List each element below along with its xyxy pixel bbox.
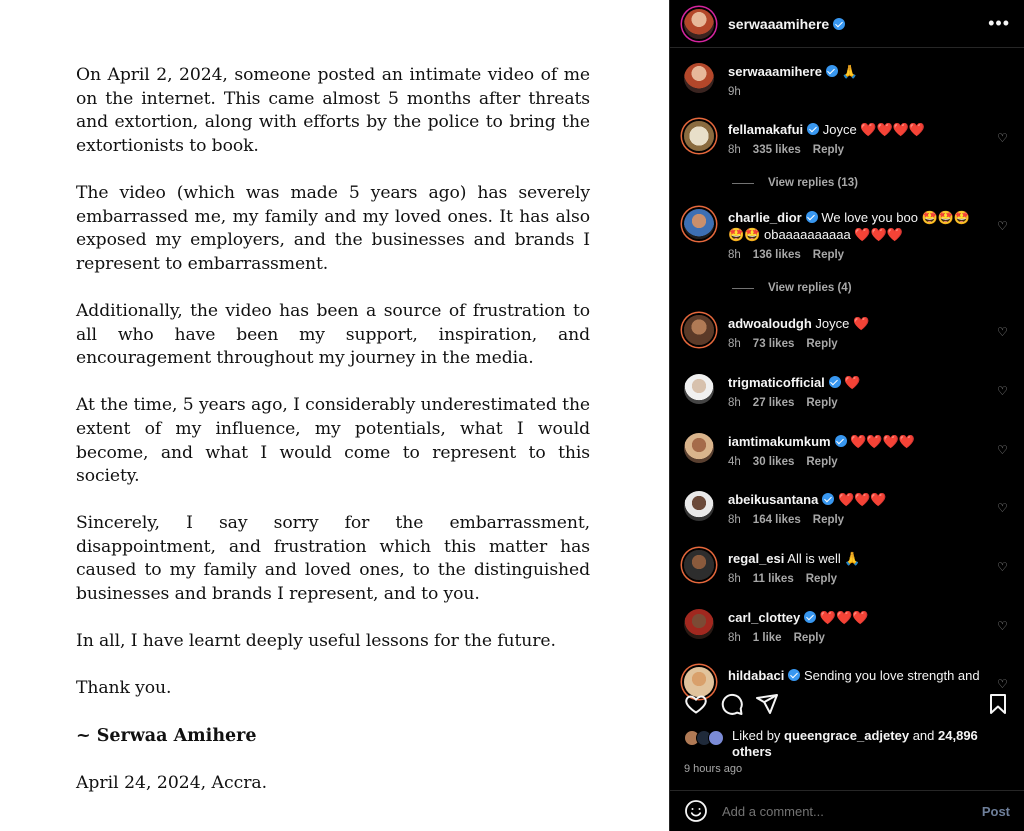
comment-like-heart-icon[interactable]: ♡ [997,677,1008,691]
liked-by-label: Liked by [732,728,781,743]
comment-item [684,374,1010,409]
author-avatar[interactable] [684,9,714,39]
commenter-username[interactable]: iamtimakumkum [728,434,831,449]
comment-likes[interactable]: 30 likes [752,456,795,468]
letter-signature: ~ Serwaa Amihere [76,725,257,746]
reply-button[interactable]: Reply [793,632,825,644]
comment-text: Sending you love strength and [803,668,980,683]
verified-badge-icon [826,65,838,77]
letter-paragraph: Thank you. [76,678,172,699]
comment-item [684,550,1010,585]
reply-button[interactable]: Reply [805,573,838,585]
letter-paragraph: Additionally, the video has been a source of frustration to all who have been my support, inspiration, and encouragement throughout my journey in the media. [76,300,590,369]
comment-like-heart-icon[interactable]: ♡ [997,619,1008,633]
share-send-icon[interactable] [755,692,779,716]
letter-date: April 24, 2024, Accra. [76,772,268,793]
comment-like-heart-icon[interactable]: ♡ [997,443,1008,457]
comment-time: 8h [728,397,741,409]
letter-paragraph: At the time, 5 years ago, I considerably underestimated the extent of my influence, my potentials, what I would become, and what I would come to represent to this society. [76,395,590,487]
verified-badge-icon [804,611,816,623]
comment-likes[interactable]: 73 likes [752,338,795,350]
commenter-avatar[interactable] [684,609,714,639]
verified-badge-icon [829,376,841,388]
comment-likes[interactable]: 1 like [752,632,782,644]
view-replies-button[interactable] [732,282,852,294]
comment-item [684,121,1010,156]
verified-badge-icon [807,123,819,135]
comment-bubble-icon[interactable] [720,692,744,716]
comment-time: 8h [728,144,741,156]
divider [732,288,754,289]
likes-others: others [732,744,772,759]
comment-item [684,609,1010,644]
caption-username[interactable]: serwaaamihere [728,64,822,79]
commenter-avatar[interactable] [684,121,714,151]
likes-joiner: and [912,728,935,743]
letter-paragraph: The video (which was made 5 years ago) has severely embarrassed me, my family and my loved ones. It has also exposed my employers, and the businesses and brands I represent to embarrassment. [76,182,590,274]
post-actions [684,690,1010,718]
emoji-smiley-icon[interactable] [684,799,708,823]
post-caption [684,63,1010,98]
commenter-username[interactable]: adwoaloudgh [728,316,812,331]
post-timestamp[interactable]: 9 hours ago [684,763,743,775]
comment-text: ❤️❤️❤️ [837,492,887,507]
comment-item [684,315,1010,350]
post-side-panel [669,0,1024,831]
comments-list[interactable] [670,49,1024,691]
reply-button[interactable]: Reply [812,144,845,156]
reply-button[interactable]: Reply [806,338,838,350]
comment-time: 8h [728,249,741,261]
verified-badge-icon [833,18,845,30]
commenter-username[interactable]: hildabaci [728,668,785,683]
verified-badge-icon [788,669,800,681]
comment-likes[interactable]: 11 likes [752,573,794,585]
comment-text: ❤️❤️❤️ [819,610,869,625]
more-horizontal-icon[interactable]: ••• [988,13,1010,33]
reply-button[interactable]: Reply [812,514,845,526]
comment-like-heart-icon[interactable]: ♡ [997,131,1008,145]
liker-avatar [708,730,724,746]
view-replies-button[interactable] [732,177,858,189]
liker-avatars[interactable] [684,728,728,748]
comment-text: ❤️❤️❤️❤️ [850,434,915,449]
verified-badge-icon [806,211,818,223]
liker-username[interactable]: queengrace_adjetey [784,728,910,743]
reply-button[interactable]: Reply [812,249,845,261]
author-avatar-small[interactable] [684,63,714,93]
letter-paragraph: In all, I have learnt deeply useful lessons for the future. [76,631,556,652]
commenter-avatar[interactable] [684,433,714,463]
comment-like-heart-icon[interactable]: ♡ [997,384,1008,398]
comment-text: Joyce ❤️ [815,316,870,331]
commenter-avatar[interactable] [684,374,714,404]
letter-paragraph: Sincerely, I say sorry for the embarrassment, disappointment, and frustration which this matter has caused to my family and loved ones, to the distinguished businesses and brands I represent, and to you. [76,513,590,605]
verified-badge-icon [835,435,847,447]
comment-text: We love you boo 🤩🤩🤩🤩🤩 obaaaaaaaaaa ❤️❤️❤️ [728,210,971,242]
comment-likes[interactable]: 136 likes [752,249,801,261]
comment-time: 8h [728,573,741,585]
comment-time: 8h [728,632,741,644]
comment-like-heart-icon[interactable]: ♡ [997,325,1008,339]
comment-item [684,491,1010,526]
comment-like-heart-icon[interactable]: ♡ [997,560,1008,574]
commenter-avatar[interactable] [684,315,714,345]
commenter-username[interactable]: carl_clottey [728,610,801,625]
commenter-username[interactable]: fellamakafui [728,122,804,137]
author-username-link[interactable] [728,16,845,32]
comment-text: All is well 🙏 [787,551,861,566]
post-comment-button[interactable]: Post [981,803,1010,819]
commenter-username[interactable]: charlie_dior [728,210,802,225]
view-replies-label: View replies (4) [768,282,852,294]
divider [732,183,754,184]
comment-likes[interactable]: 335 likes [752,144,801,156]
letter-text [76,64,590,795]
comment-text: ❤️ [844,375,861,390]
comment-like-heart-icon[interactable]: ♡ [997,219,1008,233]
commenter-username[interactable]: trigmaticofficial [728,375,825,390]
comment-likes[interactable]: 27 likes [752,397,795,409]
commenter-avatar[interactable] [684,550,714,580]
comment-time: 8h [728,514,741,526]
reply-button[interactable]: Reply [806,397,838,409]
commenter-avatar[interactable] [684,209,714,239]
comment-time: 8h [728,338,741,350]
caption-text: 🙏 [841,64,858,79]
commenter-username[interactable]: abeikusantana [728,492,819,507]
letter-paragraph: On April 2, 2024, someone posted an intimate video of me on the internet. This came almost 5 months after threats and extortion, along with efforts by the police to bring the extortionists to book. [76,65,590,156]
likes-summary [684,728,1010,760]
add-comment-bar [670,790,1024,831]
comment-likes[interactable]: 164 likes [752,514,801,526]
view-replies-label: View replies (13) [768,177,858,189]
reply-button[interactable]: Reply [806,456,838,468]
likes-count: 24,896 [938,728,978,743]
caption-time: 9h [728,86,741,98]
author-username: serwaaamihere [728,15,830,32]
comment-text: Joyce ❤️❤️❤️❤️ [822,122,926,137]
comment-time: 4h [728,456,741,468]
comment-like-heart-icon[interactable]: ♡ [997,501,1008,515]
likes-text [732,728,1010,760]
save-bookmark-icon[interactable] [986,692,1010,716]
comment-item [684,433,1010,468]
comment-item [684,209,1010,261]
post-header [670,0,1024,48]
like-heart-icon[interactable] [684,692,708,716]
comment-input[interactable]: Add a comment... [722,803,824,819]
commenter-avatar[interactable] [684,491,714,521]
verified-badge-icon [822,493,834,505]
commenter-username[interactable]: regal_esi [728,551,785,566]
